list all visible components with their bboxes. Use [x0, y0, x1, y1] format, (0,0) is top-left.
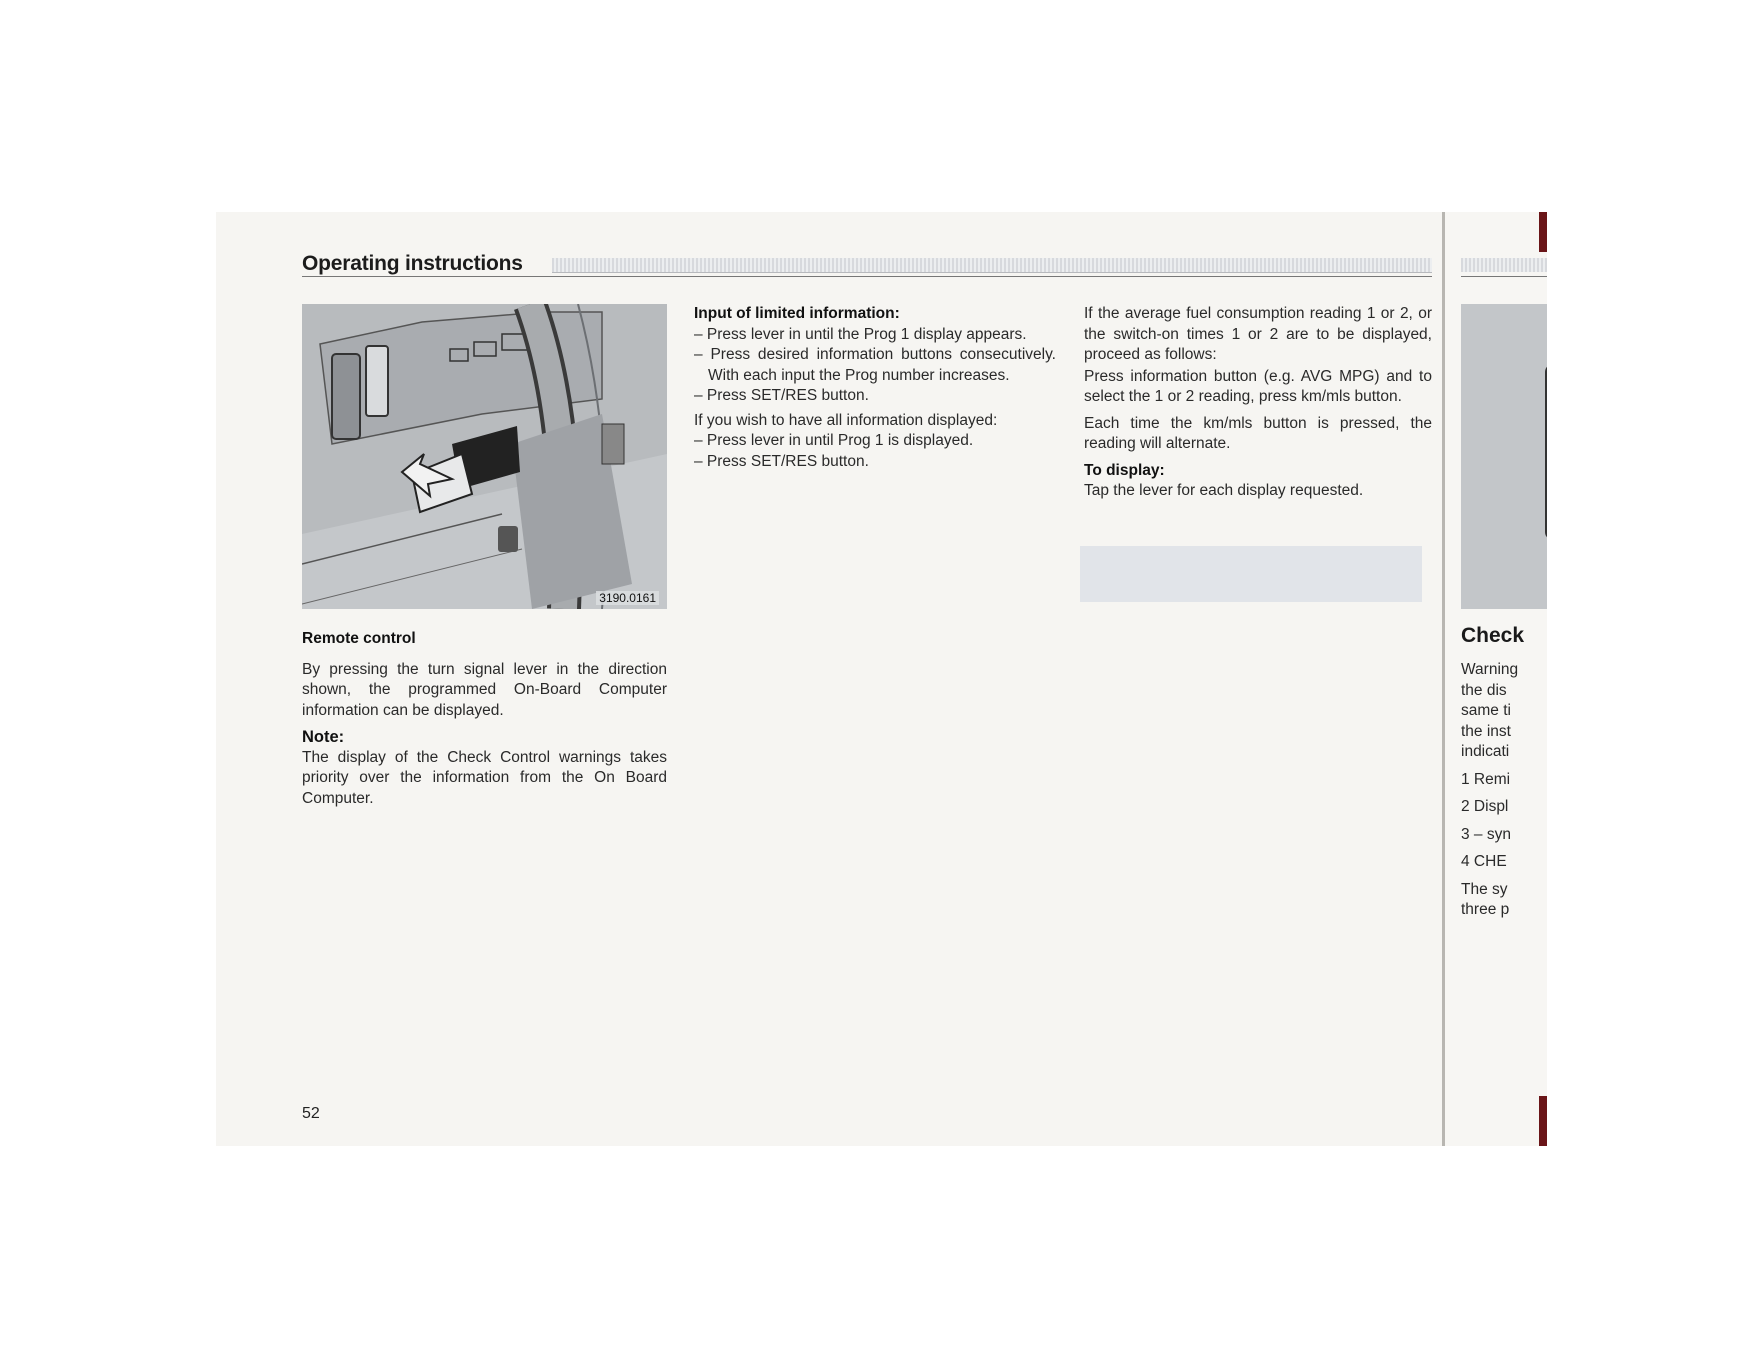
column-remote-control: [302, 629, 667, 815]
alternate-reading-text: Each time the km/mls button is pressed, the reading will alternate.: [1084, 414, 1432, 452]
grey-tint-box: [1080, 546, 1422, 602]
facing-line: 3 – syn: [1461, 825, 1511, 843]
note-heading: Note:: [302, 728, 345, 746]
binding-strip-top: [1539, 212, 1547, 252]
limited-info-step: – Press desired information buttons consecutively. With each input the Prog number increases.: [694, 346, 1056, 384]
remote-control-text: By pressing the turn signal lever in the direction shown, the programmed On-Board Computer information can be displayed.: [302, 660, 667, 719]
binding-strip-bottom: [1539, 1096, 1547, 1146]
limited-info-step: – Press lever in until the Prog 1 display appears.: [694, 325, 1027, 343]
all-info-step: – Press SET/RES button.: [694, 452, 869, 470]
fuel-consumption-text: If the average fuel consumption reading 1 or 2, or the switch-on times 1 or 2 are to be displayed, proceed as follows:: [1084, 305, 1432, 363]
note-text: The display of the Check Control warnings takes priority over the information from the On Board Computer.: [302, 748, 667, 807]
facing-page-illustration: [1461, 304, 1547, 609]
page-number: 52: [302, 1105, 320, 1122]
facing-page-heading: Check: [1461, 624, 1525, 647]
facing-header-bar: [1461, 258, 1547, 272]
header-rule: [302, 276, 1432, 277]
facing-page-edge: [1442, 212, 1547, 1146]
to-display-heading: To display:: [1084, 461, 1165, 479]
to-display-text: Tap the lever for each display requested.: [1084, 482, 1364, 499]
facing-line: three p: [1461, 901, 1510, 918]
all-info-intro: If you wish to have all information displayed:: [694, 411, 998, 429]
remote-control-heading: Remote control: [302, 630, 416, 647]
scanned-spread: [216, 212, 1544, 1146]
page-header-title: Operating instructions: [302, 252, 523, 275]
facing-line: same ti: [1461, 702, 1511, 719]
facing-line: 1 Remi: [1461, 770, 1511, 788]
facing-page-text: [1461, 660, 1518, 921]
limited-info-step: – Press SET/RES button.: [694, 387, 869, 404]
column-fuel-consumption: [1084, 304, 1432, 508]
header-decorative-bar: [552, 258, 1432, 273]
column-limited-information: [694, 304, 1056, 472]
display-outline: [1545, 364, 1547, 540]
facing-line: the dis: [1461, 681, 1507, 699]
limited-info-heading: Input of limited information:: [694, 305, 900, 322]
facing-line: The sy: [1461, 880, 1508, 898]
facing-line: 2 Displ: [1461, 798, 1509, 815]
facing-header-rule: [1461, 276, 1547, 277]
facing-line: indicati: [1461, 743, 1510, 760]
figure-reference-label: 3190.0161: [596, 591, 659, 605]
facing-line: the inst: [1461, 722, 1511, 740]
information-button-text: Press information button (e.g. AVG MPG) and to select the 1 or 2 reading, press km/mls button.: [1084, 367, 1432, 405]
facing-line: Warning: [1461, 661, 1519, 678]
manual-page: [216, 212, 1442, 1146]
all-info-step: – Press lever in until Prog 1 is displayed.: [694, 432, 974, 449]
facing-line: 4 CHE: [1461, 853, 1507, 870]
turn-signal-lever-illustration: [302, 304, 667, 609]
lever-drawing: [302, 304, 667, 609]
